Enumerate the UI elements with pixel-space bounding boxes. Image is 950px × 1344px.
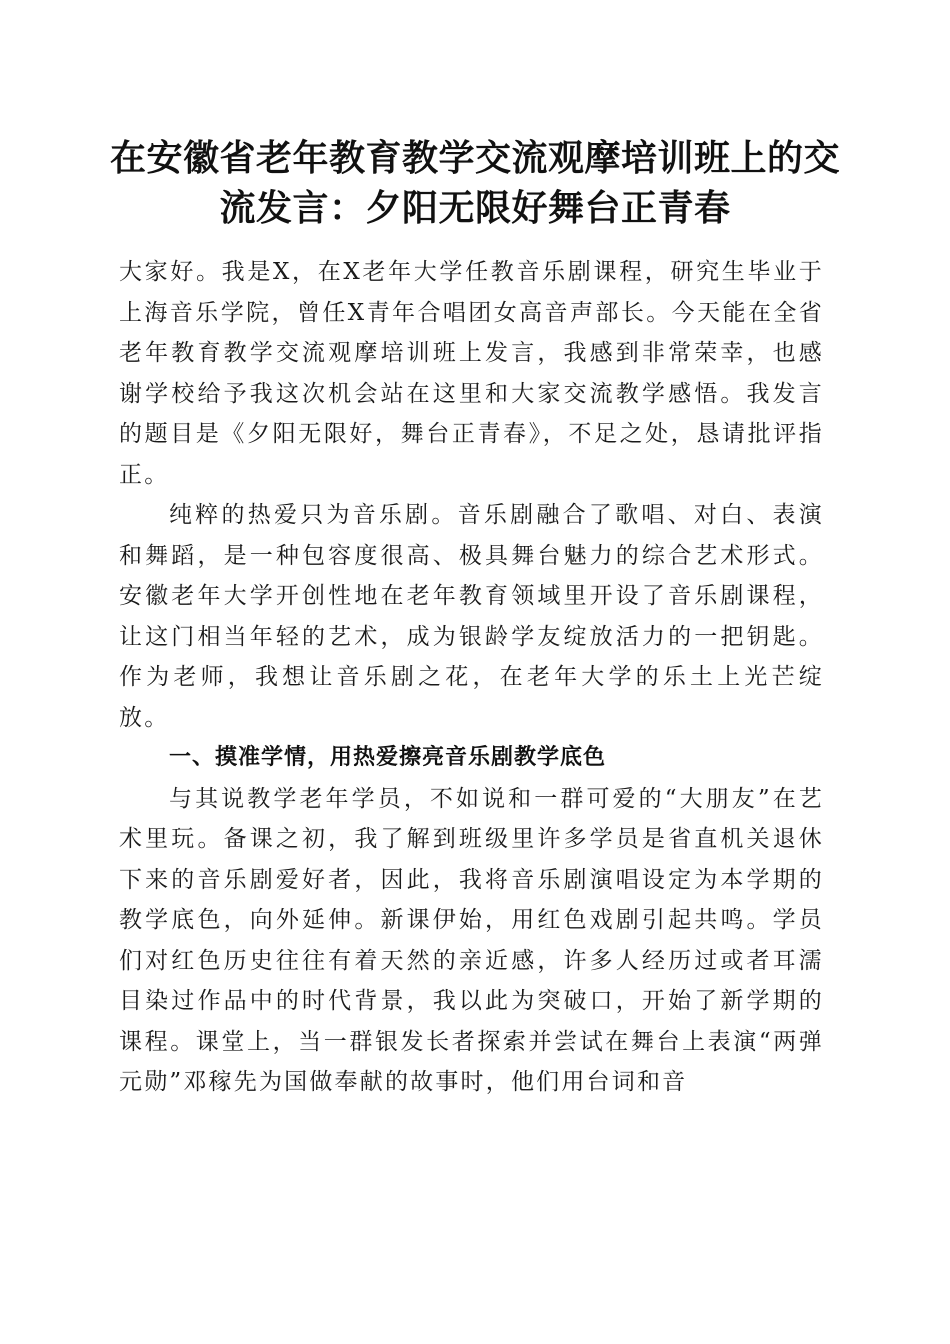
- paragraph-intro: 大家好。我是X，在X老年大学任教音乐剧课程，研究生毕业于上海音乐学院，曾任X青年合唱团女高音声部长。今天能在全省老年教育教学交流观摩培训班上发言，我感到非常荣幸，也感谢学校给予我这次机会站在这里和大家交流教学感悟。我发言的题目是《夕阳无限好，舞台正青春》，不足之处，恳请批评指正。: [119, 259, 824, 488]
- paragraph-section-1: 与其说教学老年学员，不如说和一群可爱的“大朋友”在艺术里玩。备课之初，我了解到班级里许多学员是省直机关退休下来的音乐剧爱好者，因此，我将音乐剧演唱设定为本学期的教学底色，向外延伸。新课伊始，用红色戏剧引起共鸣。学员们对红色历史往往有着天然的亲近感，许多人经历过或者耳濡目染过作品中的时代背景，我以此为突破口，开始了新学期的课程。课堂上，当一群银发长者探索并尝试在舞台上表演“两弹元勋”邓稼先为国做奉献的故事时，他们用台词和音: [119, 785, 824, 1095]
- section-heading-1: 一、摸准学情，用热爱擦亮音乐剧教学底色: [169, 745, 607, 770]
- document-title: 在安徽省老年教育教学交流观摩培训班上的交流发言：夕阳无限好舞台正青春: [110, 137, 841, 229]
- document-body: [119, 252, 824, 1103]
- paragraph-musical-love: 纯粹的热爱只为音乐剧。音乐剧融合了歌唱、对白、表演和舞蹈，是一种包容度很高、极具舞台魅力的综合艺术形式。安徽老年大学开创性地在老年教育领域里开设了音乐剧课程，让这门相当年轻的艺术，成为银龄学友绽放活力的一把钥匙。作为老师，我想让音乐剧之花，在老年大学的乐土上光芒绽放。: [119, 502, 824, 731]
